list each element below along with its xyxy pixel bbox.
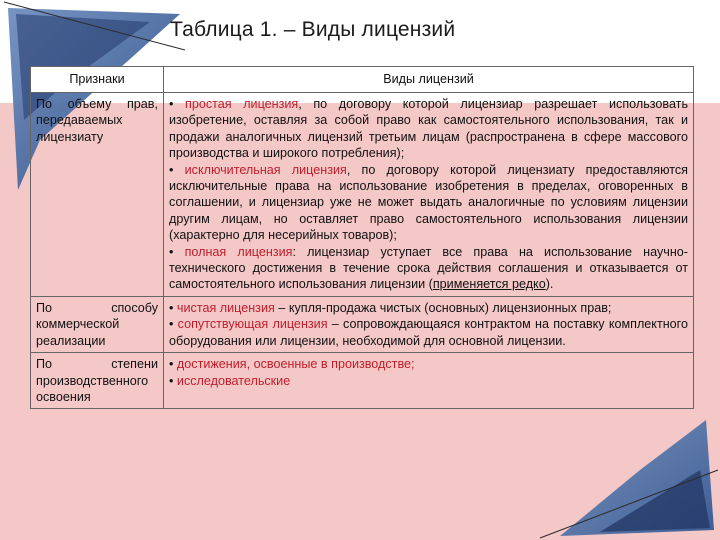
- bullet-icon: •: [169, 244, 174, 259]
- description: : лицензиар уступает все права на использование научно-технического достижения в течение срока действия соглашения и отказывается от самостоятельного использования лицензии (: [169, 244, 688, 292]
- description-tail: ).: [545, 277, 554, 292]
- table-header-row: [31, 67, 694, 93]
- description: – сопровождающаяся контрактом на поставку комплектного оборудования или лицензии, необходимой для основной лицензии.: [169, 317, 688, 348]
- term: полная лицензия: [184, 244, 293, 259]
- licenses-table: [30, 66, 694, 409]
- underlined-note: применяется редко: [432, 277, 546, 292]
- description: , по договору которой лицензиар разрешает использовать изобретение, оставляя за собой право как самостоятельного использования, так и продажи аналогичных лицензий третьим лицам (распространена в сфере массового производства и широкого потребления);: [169, 97, 689, 161]
- description: – купля-продажа чистых (основных) лицензионных прав;: [274, 300, 612, 315]
- term: исследовательские: [176, 373, 291, 388]
- types-cell: [164, 93, 694, 297]
- description: , по договору которой лицензиату предоставляются исключительные права на использование изобретения в пределах, оговоренных в соглашении, и лицензиар уже не может выдать аналогичные по условиям лицензии другим лицам, но оставляет право самостоятельного использования лицензии (характерно для несерийных товаров);: [169, 162, 688, 243]
- types-cell: [164, 353, 694, 409]
- header-features: Признаки: [31, 67, 164, 93]
- bullet-icon: •: [169, 162, 174, 177]
- term: сопутствующая лицензия: [177, 317, 328, 332]
- bullet-icon: •: [169, 373, 174, 388]
- feature-cell: По способу коммерческой реализации: [31, 296, 164, 352]
- feature-cell: По степени производственного освоения: [31, 353, 164, 409]
- bullet-icon: •: [169, 317, 174, 332]
- bullet-icon: •: [169, 97, 174, 111]
- term: исключительная лицензия: [184, 162, 347, 177]
- table-row: [31, 296, 694, 352]
- table-row: [31, 93, 694, 297]
- term: достижения, освоенные в производстве;: [176, 357, 415, 372]
- page-title: Таблица 1. – Виды лицензий: [170, 18, 456, 41]
- term: простая лицензия: [185, 97, 299, 111]
- feature-cell: По объему прав, передаваемых лицензиату: [31, 93, 164, 297]
- types-cell: [164, 296, 694, 352]
- bullet-icon: •: [169, 357, 174, 372]
- term: чистая лицензия: [176, 300, 275, 315]
- header-license-types: Виды лицензий: [164, 67, 694, 93]
- bullet-icon: •: [169, 300, 174, 315]
- table-row: [31, 353, 694, 409]
